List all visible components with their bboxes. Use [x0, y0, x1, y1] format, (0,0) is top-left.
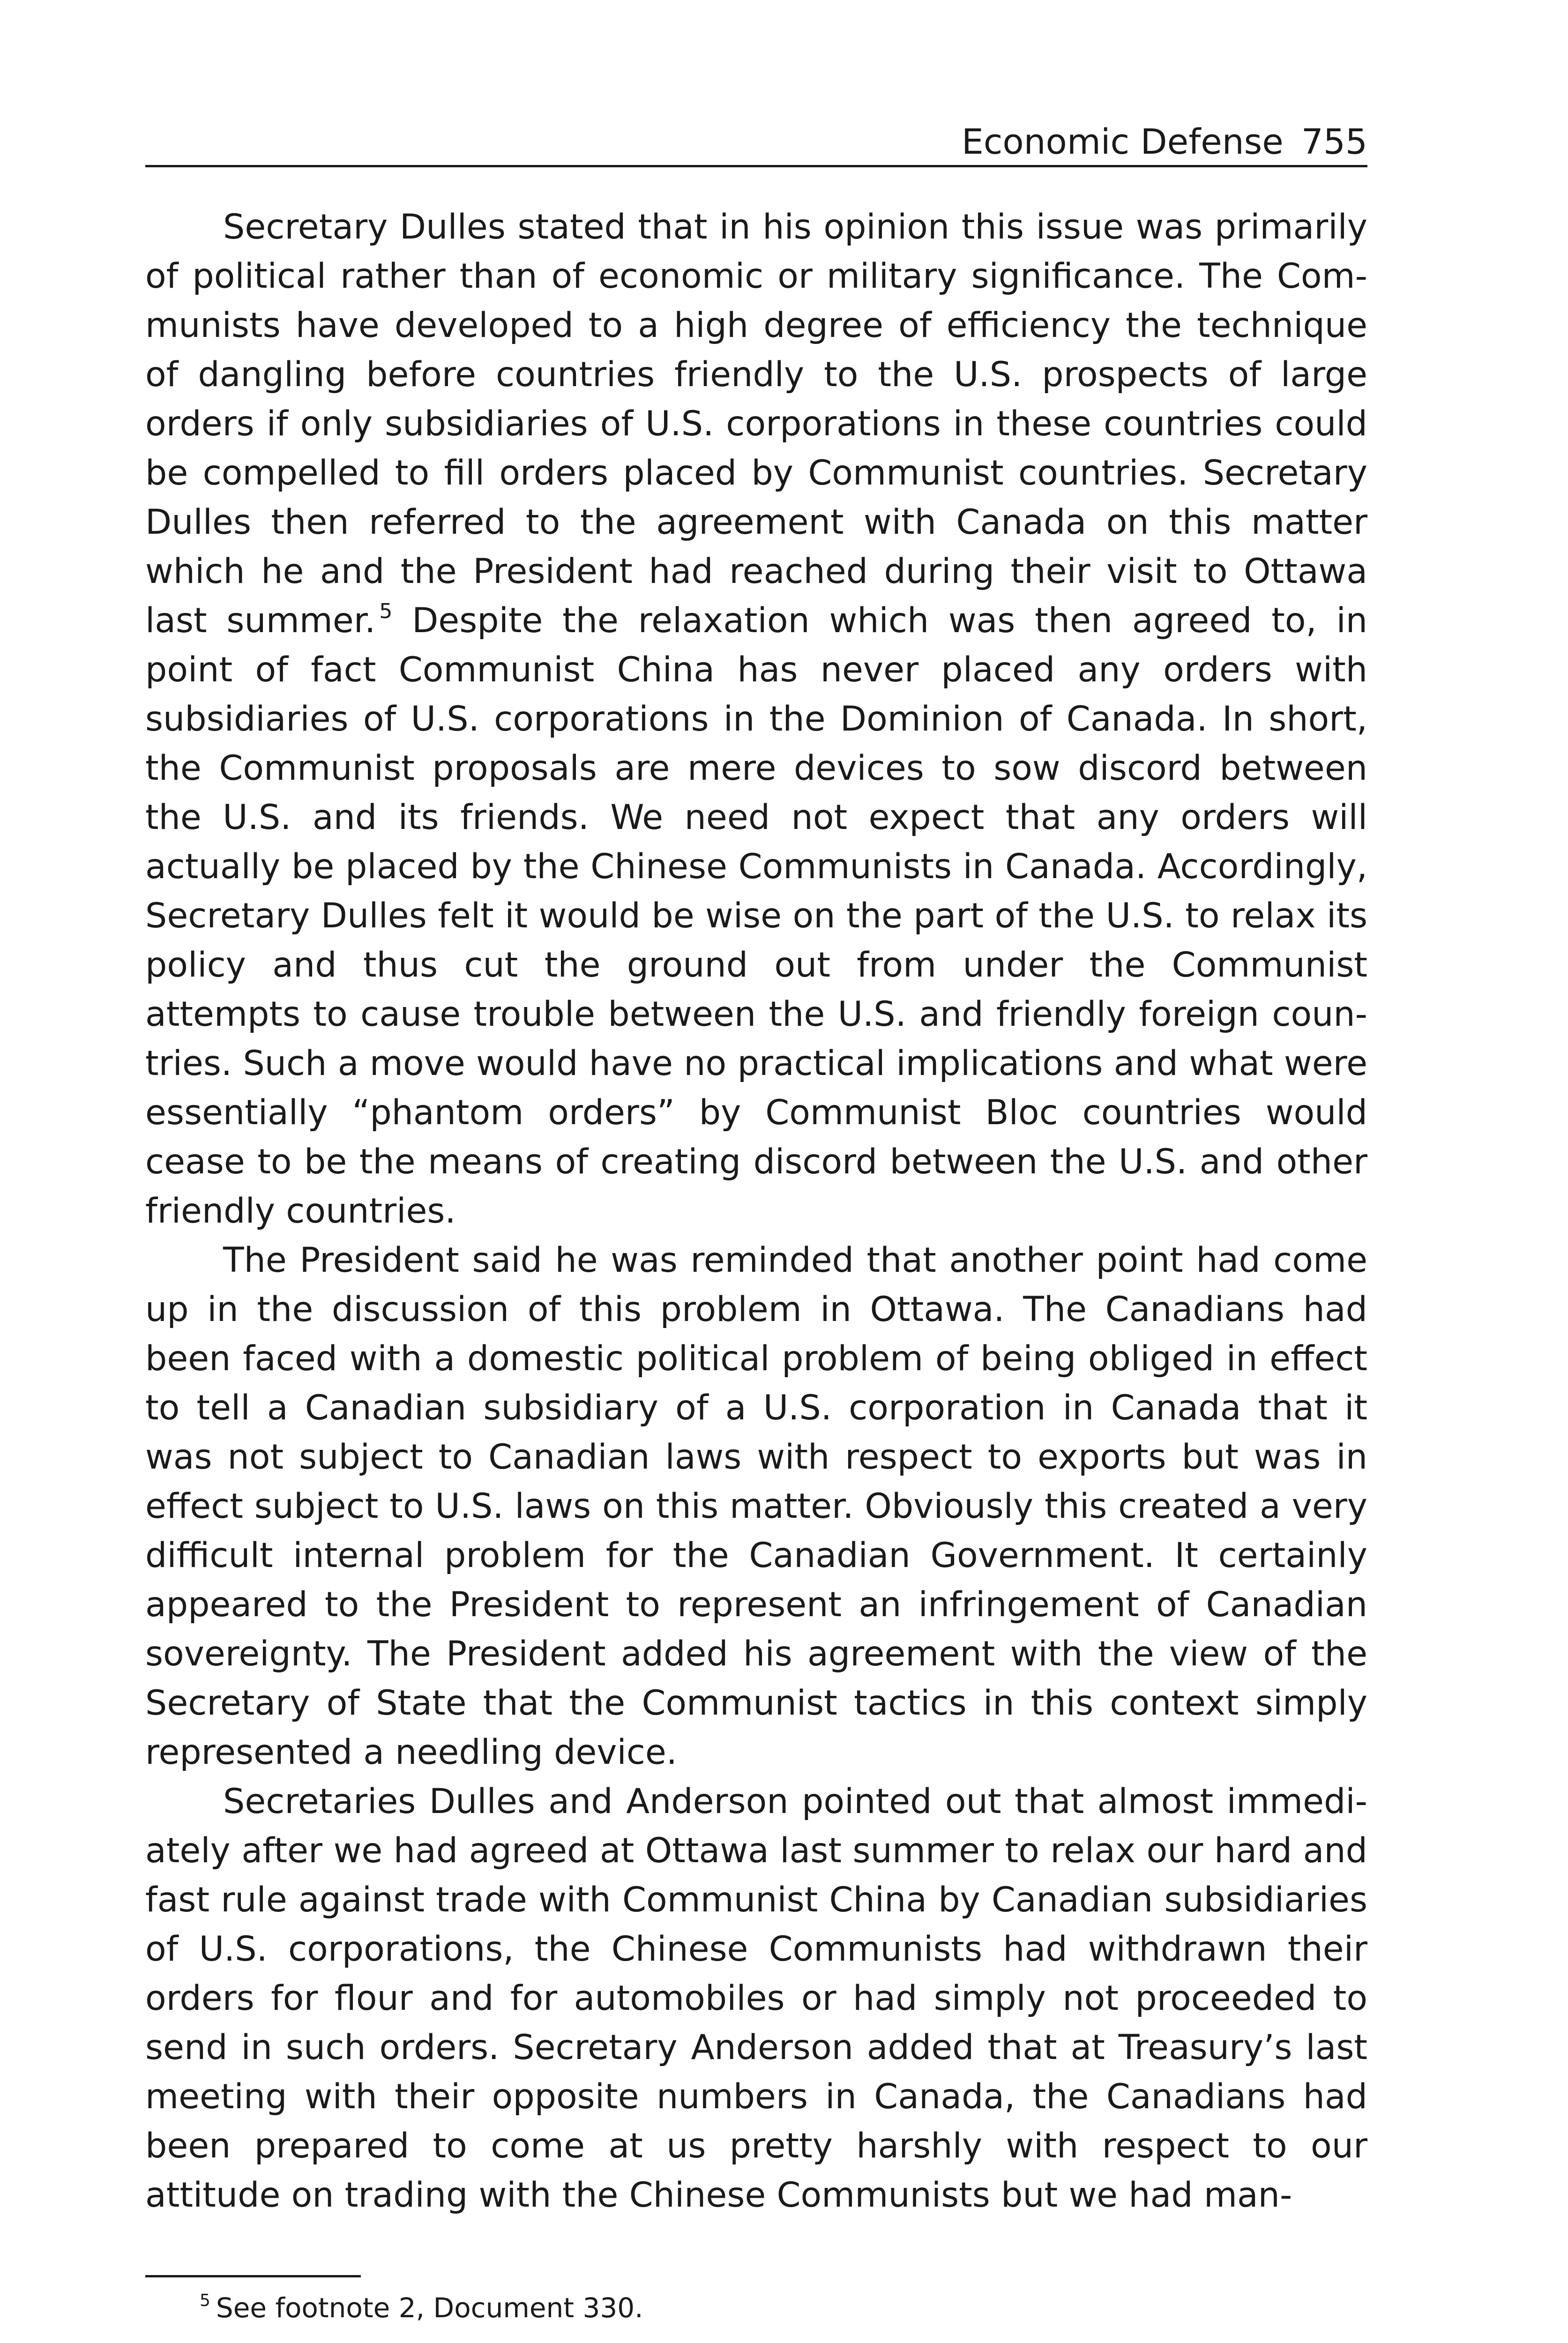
- paragraph-1: [145, 202, 1367, 1236]
- running-header: [145, 116, 1367, 168]
- footnote-mark: 5: [200, 2291, 210, 2310]
- footnote: [200, 2287, 1324, 2329]
- section-title: Economic Defense: [961, 122, 1284, 162]
- footnote-text: See footnote 2, Document 330.: [216, 2292, 643, 2324]
- paragraph-1-text-before: Secretary Dulles stated that in his opinion this issue was primarily of political rather than of economic or military significance. The Communists have developed to a high degree of efficiency the technique of dangling before countries friendly to the U.S. prospects of large orders if only subsidiaries of U.S. corporations in these countries could be compelled to fill orders placed by Communist countries. Secretary Dulles then referred to the agreement with Canada on this matter which he and the President had reached during their visit to Ottawa last summer.: [145, 207, 1367, 641]
- paragraph-3: Secretaries Dulles and Anderson pointed out that almost immediately after we had agreed at Ottawa last summer to relax our hard and fast rule against trade with Communist China by Canadian subsidiaries of U.S. corporations, the Chinese Communists had withdrawn their orders for flour and for automobiles or had simply not proceeded to send in such orders. Secretary Anderson added that at Treasury’s last meeting with their opposite numbers in Canada, the Canadians had been prepared to come at us pretty harshly with respect to our attitude on trading with the Chinese Communists but we had man-: [145, 1782, 1367, 2215]
- paragraph-2: The President said he was reminded that another point had come up in the discussion of this problem in Ottawa. The Canadians had been faced with a domestic political problem of being obliged in effect to tell a Canadian subsidiary of a U.S. corporation in Canada that it was not subject to Canadian laws with respect to exports but was in effect subject to U.S. laws on this matter. Obviously this created a very difficult internal problem for the Canadian Government. It certainly appeared to the President to represent an infringement of Canadian sovereignty. The President added his agreement with the view of the Secretary of State that the Communist tactics in this context simply represented a needling device.: [145, 1240, 1367, 1772]
- body-text: [145, 202, 1367, 2220]
- footnote-rule: [145, 2275, 361, 2277]
- header-rule: [145, 165, 1367, 167]
- page-number: 755: [1301, 122, 1367, 162]
- paragraph-1-text-after: Despite the relaxation which was then agreed to, in point of fact Communist China has never placed any orders with subsidiaries of U.S. corporations in the Dominion of Canada. In short, the Communist proposals are mere devices to sow discord between the U.S. and its friends. We need not expect that any orders will actually be placed by the Chinese Communists in Canada. Accordingly, Secretary Dulles felt it would be wise on the part of the U.S. to relax its policy and thus cut the ground out from under the Communist attempts to cause trouble between the U.S. and friendly foreign countries. Such a move would have no practical implications and what were essentially “phantom orders” by Communist Bloc countries would cease to be the means of creating discord between the U.S. and other friendly countries.: [145, 601, 1368, 1231]
- footnote-reference[interactable]: 5: [379, 599, 393, 623]
